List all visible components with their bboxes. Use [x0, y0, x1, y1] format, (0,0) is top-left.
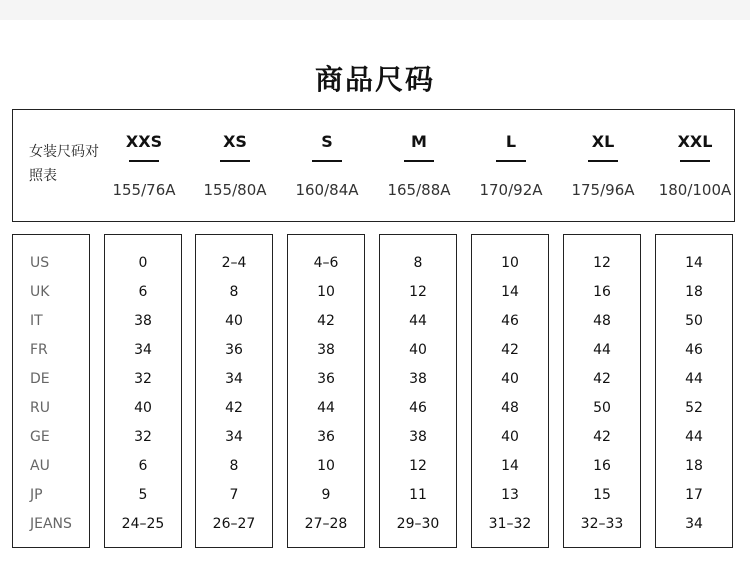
table-cell: 44: [593, 342, 611, 358]
table-cell: 34: [225, 371, 243, 387]
size-value-column-xxs: [104, 234, 182, 548]
table-cell: 38: [409, 429, 427, 445]
table-cell: 14: [501, 284, 519, 300]
size-column-l: [466, 110, 556, 221]
table-cell: 50: [593, 400, 611, 416]
table-cell: 31–32: [488, 516, 532, 532]
table-cell: 32: [134, 371, 152, 387]
size-code: L: [505, 132, 517, 151]
size-underline: [312, 160, 342, 162]
size-column-xxl: [650, 110, 740, 221]
table-cell: 40: [134, 400, 152, 416]
size-underline: [496, 160, 526, 162]
table-cell: 40: [501, 371, 519, 387]
table-cell: 40: [501, 429, 519, 445]
size-underline: [404, 160, 434, 162]
table-cell: 8: [229, 458, 239, 474]
region-label-ge: GE: [30, 429, 50, 445]
table-cell: 5: [138, 487, 148, 503]
size-measure: 175/96A: [571, 181, 635, 199]
table-cell: 50: [685, 313, 703, 329]
size-value-column-s: [287, 234, 365, 548]
table-cell: 42: [225, 400, 243, 416]
table-cell: 7: [229, 487, 239, 503]
table-cell: 42: [317, 313, 335, 329]
size-value-column-l: [471, 234, 549, 548]
table-cell: 13: [501, 487, 519, 503]
size-value-column-xs: [195, 234, 273, 548]
size-header: [12, 109, 735, 222]
region-label-ru: RU: [30, 400, 50, 416]
size-underline: [588, 160, 618, 162]
size-code: M: [411, 132, 427, 151]
size-measure: 180/100A: [658, 181, 732, 199]
table-cell: 10: [317, 458, 335, 474]
table-cell: 16: [593, 284, 611, 300]
table-cell: 14: [501, 458, 519, 474]
table-cell: 52: [685, 400, 703, 416]
table-cell: 42: [593, 371, 611, 387]
table-cell: 16: [593, 458, 611, 474]
table-cell: 2–4: [221, 255, 247, 271]
table-cell: 36: [225, 342, 243, 358]
table-cell: 40: [409, 342, 427, 358]
table-cell: 42: [593, 429, 611, 445]
table-cell: 36: [317, 429, 335, 445]
region-label-it: IT: [30, 313, 43, 329]
table-cell: 4–6: [313, 255, 339, 271]
table-cell: 38: [317, 342, 335, 358]
table-cell: 15: [593, 487, 611, 503]
size-measure: 155/80A: [203, 181, 267, 199]
table-cell: 32–33: [580, 516, 624, 532]
region-label-de: DE: [30, 371, 50, 387]
region-label-fr: FR: [30, 342, 48, 358]
table-cell: 18: [685, 458, 703, 474]
region-label-au: AU: [30, 458, 50, 474]
table-cell: 34: [225, 429, 243, 445]
table-cell: 40: [225, 313, 243, 329]
size-underline: [129, 160, 159, 162]
size-code: XXL: [677, 132, 713, 151]
size-code: XL: [591, 132, 615, 151]
size-code: XS: [223, 132, 247, 151]
size-measure: 170/92A: [479, 181, 543, 199]
table-cell: 6: [138, 284, 148, 300]
top-strip: [0, 0, 750, 20]
table-cell: 8: [229, 284, 239, 300]
page-title: 商品尺码: [314, 63, 435, 96]
table-cell: 32: [134, 429, 152, 445]
table-cell: 12: [409, 284, 427, 300]
region-label-column: [12, 234, 90, 548]
table-cell: 46: [501, 313, 519, 329]
table-cell: 44: [317, 400, 335, 416]
table-cell: 46: [685, 342, 703, 358]
table-cell: 12: [593, 255, 611, 271]
table-cell: 17: [685, 487, 703, 503]
table-cell: 46: [409, 400, 427, 416]
size-column-xxs: [99, 110, 189, 221]
table-cell: 8: [413, 255, 423, 271]
table-cell: 34: [134, 342, 152, 358]
size-underline: [680, 160, 710, 162]
table-cell: 0: [138, 255, 148, 271]
size-column-m: [374, 110, 464, 221]
table-cell: 42: [501, 342, 519, 358]
table-cell: 26–27: [212, 516, 256, 532]
size-column-xl: [558, 110, 648, 221]
table-cell: 38: [409, 371, 427, 387]
size-value-column-m: [379, 234, 457, 548]
size-value-column-xxl: [655, 234, 733, 548]
size-underline: [220, 160, 250, 162]
table-cell: 18: [685, 284, 703, 300]
size-column-xs: [190, 110, 280, 221]
size-column-s: [282, 110, 372, 221]
table-cell: 44: [409, 313, 427, 329]
region-label-uk: UK: [30, 284, 50, 300]
table-cell: 27–28: [304, 516, 348, 532]
table-cell: 9: [321, 487, 331, 503]
region-label-jeans: JEANS: [30, 516, 72, 532]
table-cell: 44: [685, 429, 703, 445]
table-cell: 11: [409, 487, 427, 503]
table-cell: 44: [685, 371, 703, 387]
table-cell: 38: [134, 313, 152, 329]
table-cell: 24–25: [121, 516, 165, 532]
size-code: XXS: [125, 132, 163, 151]
region-label-jp: JP: [30, 487, 43, 503]
table-cell: 36: [317, 371, 335, 387]
table-cell: 48: [501, 400, 519, 416]
table-cell: 12: [409, 458, 427, 474]
size-value-column-xl: [563, 234, 641, 548]
size-measure: 165/88A: [387, 181, 451, 199]
table-cell: 14: [685, 255, 703, 271]
table-cell: 34: [685, 516, 703, 532]
table-cell: 10: [317, 284, 335, 300]
table-cell: 6: [138, 458, 148, 474]
size-code: S: [321, 132, 333, 151]
table-cell: 48: [593, 313, 611, 329]
size-measure: 160/84A: [295, 181, 359, 199]
size-measure: 155/76A: [112, 181, 176, 199]
table-cell: 10: [501, 255, 519, 271]
table-cell: 29–30: [396, 516, 440, 532]
region-label-us: US: [30, 255, 50, 271]
size-chart-label: 女装尺码对照表: [29, 144, 99, 184]
